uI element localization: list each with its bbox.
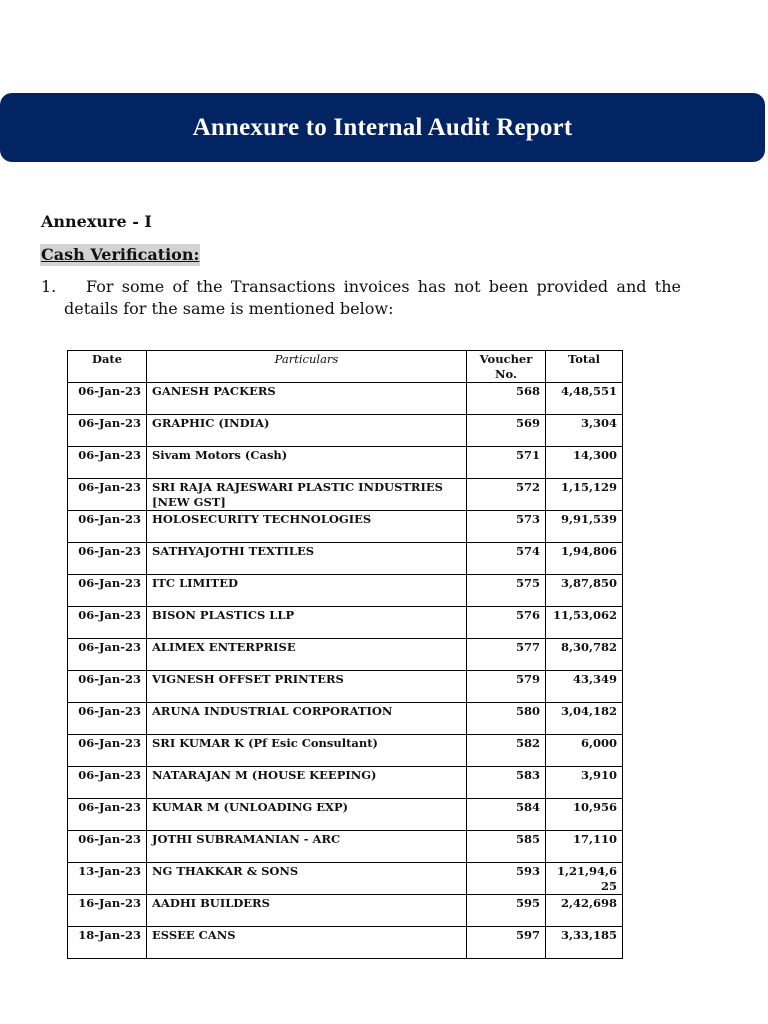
table-row: [68, 415, 623, 447]
table-row: [68, 671, 623, 703]
cell-total: 3,304: [546, 415, 623, 447]
cell-date: 06-Jan-23: [68, 607, 147, 639]
cell-date: 06-Jan-23: [68, 767, 147, 799]
cell-date: 06-Jan-23: [68, 511, 147, 543]
cell-date: 06-Jan-23: [68, 479, 147, 511]
table-row: [68, 895, 623, 927]
transactions-table: [67, 350, 623, 959]
table-row: [68, 703, 623, 735]
report-title: Annexure to Internal Audit Report: [192, 113, 573, 141]
table-row: [68, 575, 623, 607]
cell-particulars: SATHYAJOTHI TEXTILES: [147, 543, 467, 575]
table-row: [68, 607, 623, 639]
cell-particulars: AADHI BUILDERS: [147, 895, 467, 927]
cell-voucher-no: 569: [467, 415, 546, 447]
cell-total: 8,30,782: [546, 639, 623, 671]
cell-total: 3,910: [546, 767, 623, 799]
table-row: [68, 639, 623, 671]
cell-total: 2,42,698: [546, 895, 623, 927]
cell-particulars: ALIMEX ENTERPRISE: [147, 639, 467, 671]
cell-date: 18-Jan-23: [68, 927, 147, 959]
paragraph-line-1: For some of the Transactions invoices has not been provided and the: [86, 277, 681, 296]
cell-date: 06-Jan-23: [68, 799, 147, 831]
cell-particulars: JOTHI SUBRAMANIAN - ARC: [147, 831, 467, 863]
cell-total: 3,33,185: [546, 927, 623, 959]
cell-voucher-no: 573: [467, 511, 546, 543]
cell-total: 1,21,94,625: [546, 863, 623, 895]
cell-particulars: NG THAKKAR & SONS: [147, 863, 467, 895]
cell-voucher-no: 582: [467, 735, 546, 767]
cell-particulars: GANESH PACKERS: [147, 383, 467, 415]
cell-date: 06-Jan-23: [68, 415, 147, 447]
table-row: [68, 831, 623, 863]
table-row: [68, 383, 623, 415]
cell-voucher-no: 574: [467, 543, 546, 575]
table-row: [68, 511, 623, 543]
cell-date: 13-Jan-23: [68, 863, 147, 895]
cell-particulars: SRI KUMAR K (Pf Esic Consultant): [147, 735, 467, 767]
table-header-row: [68, 351, 623, 383]
table-body: [68, 383, 623, 959]
cell-particulars: VIGNESH OFFSET PRINTERS: [147, 671, 467, 703]
header-total: Total: [546, 351, 623, 383]
cell-total: 43,349: [546, 671, 623, 703]
cell-voucher-no: 571: [467, 447, 546, 479]
cell-date: 06-Jan-23: [68, 575, 147, 607]
cell-date: 06-Jan-23: [68, 639, 147, 671]
table-row: [68, 863, 623, 895]
paragraph-line-2: details for the same is mentioned below:: [64, 299, 394, 318]
table-row: [68, 543, 623, 575]
cell-voucher-no: 576: [467, 607, 546, 639]
cell-total: 1,15,129: [546, 479, 623, 511]
cell-voucher-no: 584: [467, 799, 546, 831]
header-voucher-no: Voucher No.: [467, 351, 546, 383]
cell-total: 4,48,551: [546, 383, 623, 415]
cell-particulars: NATARAJAN M (HOUSE KEEPING): [147, 767, 467, 799]
cell-particulars: ITC LIMITED: [147, 575, 467, 607]
report-title-banner: [0, 93, 765, 162]
cell-particulars: ESSEE CANS: [147, 927, 467, 959]
cell-voucher-no: 579: [467, 671, 546, 703]
cell-total: 6,000: [546, 735, 623, 767]
cell-date: 06-Jan-23: [68, 383, 147, 415]
cell-total: 1,94,806: [546, 543, 623, 575]
cell-voucher-no: 572: [467, 479, 546, 511]
cell-total: 17,110: [546, 831, 623, 863]
cell-total: 10,956: [546, 799, 623, 831]
cell-total: 9,91,539: [546, 511, 623, 543]
cell-date: 06-Jan-23: [68, 735, 147, 767]
annexure-label: Annexure - I: [41, 212, 152, 231]
paragraph-number: 1.: [41, 277, 57, 296]
cell-voucher-no: 583: [467, 767, 546, 799]
cell-particulars: SRI RAJA RAJESWARI PLASTIC INDUSTRIES [NEW GST]: [147, 479, 467, 511]
cell-voucher-no: 595: [467, 895, 546, 927]
table-row: [68, 479, 623, 511]
cell-voucher-no: 585: [467, 831, 546, 863]
cell-date: 06-Jan-23: [68, 703, 147, 735]
cell-voucher-no: 568: [467, 383, 546, 415]
cell-particulars: GRAPHIC (INDIA): [147, 415, 467, 447]
cell-particulars: Sivam Motors (Cash): [147, 447, 467, 479]
cell-total: 14,300: [546, 447, 623, 479]
cell-voucher-no: 577: [467, 639, 546, 671]
cell-total: 3,87,850: [546, 575, 623, 607]
cell-particulars: HOLOSECURITY TECHNOLOGIES: [147, 511, 467, 543]
cell-particulars: KUMAR M (UNLOADING EXP): [147, 799, 467, 831]
cell-particulars: BISON PLASTICS LLP: [147, 607, 467, 639]
cell-voucher-no: 575: [467, 575, 546, 607]
table-row: [68, 735, 623, 767]
cell-date: 06-Jan-23: [68, 831, 147, 863]
cell-date: 16-Jan-23: [68, 895, 147, 927]
cell-date: 06-Jan-23: [68, 447, 147, 479]
cell-date: 06-Jan-23: [68, 543, 147, 575]
cell-voucher-no: 597: [467, 927, 546, 959]
cell-total: 3,04,182: [546, 703, 623, 735]
table-row: [68, 927, 623, 959]
cell-date: 06-Jan-23: [68, 671, 147, 703]
cell-voucher-no: 580: [467, 703, 546, 735]
table-row: [68, 799, 623, 831]
cell-particulars: ARUNA INDUSTRIAL CORPORATION: [147, 703, 467, 735]
cell-voucher-no: 593: [467, 863, 546, 895]
table-row: [68, 447, 623, 479]
cell-total: 11,53,062: [546, 607, 623, 639]
table-row: [68, 767, 623, 799]
section-heading: Cash Verification:: [41, 245, 200, 264]
header-date: Date: [68, 351, 147, 383]
header-particulars: Particulars: [147, 351, 467, 383]
